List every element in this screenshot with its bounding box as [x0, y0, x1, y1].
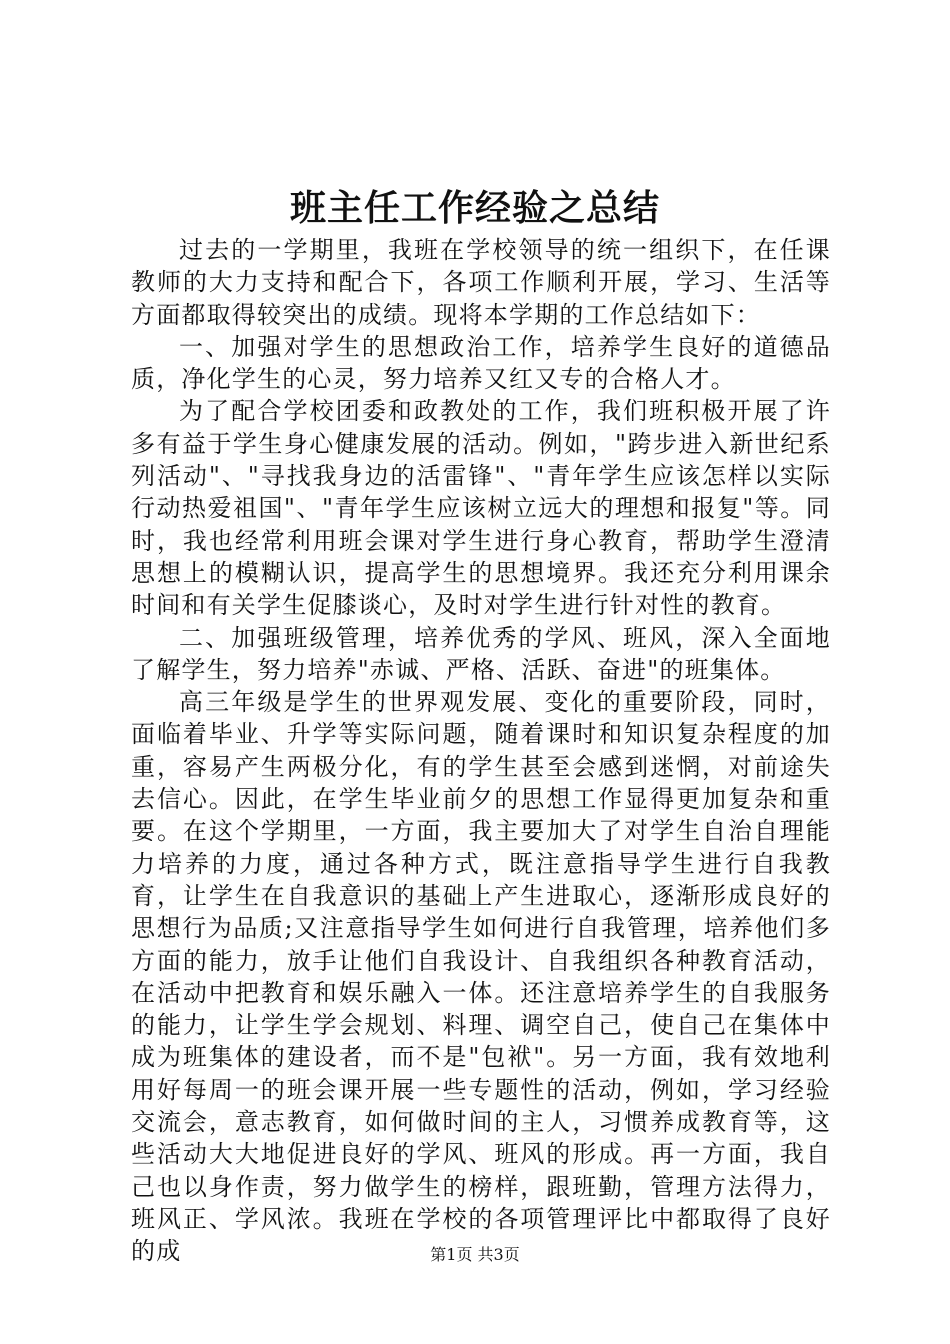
- paragraph-activities: 为了配合学校团委和政教处的工作，我们班积极开展了许多有益于学生身心健康发展的活动。例如，"跨步进入新世纪系列活动"、"寻找我身边的活雷锋"、"青年学生应该怎样以实际行动热爱祖国"、"青年学生应该树立远大的理想和报复"等。同时，我也经常利用班会课对学生进行身心教育，帮助学生澄清思想上的模糊认识，提高学生的思想境界。我还充分利用课余时间和有关学生促膝谈心，及时对学生进行针对性的教育。: [131, 397, 831, 620]
- paragraph-section-one-heading: 一、加强对学生的思想政治工作，培养学生良好的道德品质，净化学生的心灵，努力培养又红又专的合格人才。: [131, 332, 831, 394]
- paragraph-intro: 过去的一学期里，我班在学校领导的统一组织下，在任课教师的大力支持和配合下，各项工作顺利开展，学习、生活等方面都取得较突出的成绩。现将本学期的工作总结如下：: [131, 236, 831, 329]
- document-title: 班主任工作经验之总结: [289, 187, 660, 229]
- page-footer: 第1页 共3页: [430, 1245, 520, 1264]
- paragraph-section-two-heading: 二、加强班级管理，培养优秀的学风、班风，深入全面地了解学生，努力培养"赤诚、严格、活跃、奋进"的班集体。: [131, 623, 831, 684]
- paragraph-senior-year: 高三年级是学生的世界观发展、变化的重要阶段，同时，面临着毕业、升学等实际问题，随着课时和知识复杂程度的加重，容易产生两极分化，有的学生甚至会感到迷惘，对前途失去信心。因此，在学生毕业前夕的思想工作显得更加复杂和重要。在这个学期里，一方面，我主要加大了对学生自治自理能力培养的力度，通过各种方式，既注意指导学生进行自我教育，让学生在自我意识的基础上产生进取心，逐渐形成良好的思想行为品质;又注意指导学生如何进行自我管理，培养他们多方面的能力，放手让他们自我设计、自我组织各种教育活动，在活动中把教育和娱乐融入一体。还注意培养学生的自我服务的能力，让学生学会规划、料理、调空自己，使自己在集体中成为班集体的建设者，而不是"包袱"。另一方面，我有效地利用好每周一的班会课开展一些专题性的活动，例如，学习经验交流会，意志教育，如何做时间的主人，习惯养成教育等，这些活动大大地促进良好的学风、班风的形成。再一方面，我自己也以身作责，努力做学生的榜样，跟班勤，管理方法得力，班风正、学风浓。我班在学校的各项管理评比中都取得了良好的成: [131, 688, 831, 1266]
- document-body: [131, 234, 831, 1268]
